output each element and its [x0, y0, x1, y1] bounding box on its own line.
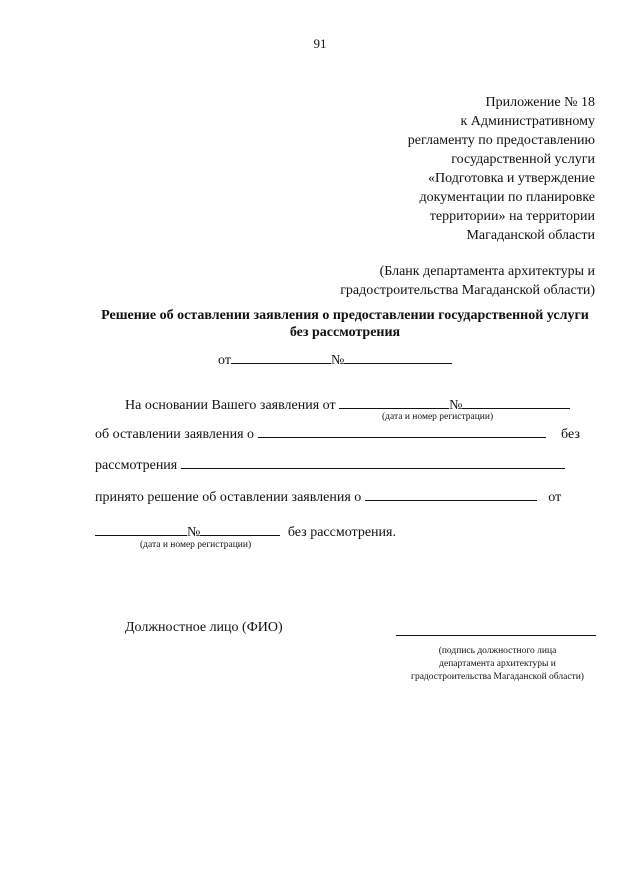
signature-caption-line2: департамента архитектуры и — [439, 659, 556, 669]
document-title-line2: без рассмотрения — [289, 325, 401, 340]
appendix-line: к Административному — [460, 114, 595, 129]
signature-caption — [395, 645, 600, 684]
document-title-line1: Решение об оставлении заявления о предоставлении государственной услуги — [101, 308, 589, 323]
application-date-field[interactable] — [339, 396, 449, 409]
decision-date-field[interactable] — [231, 351, 331, 364]
decision-from-label: от — [548, 490, 562, 505]
document-title — [90, 307, 600, 341]
decision-subject-field[interactable] — [365, 488, 537, 501]
page-number: 91 — [313, 36, 327, 51]
decision-row — [95, 488, 561, 506]
decision-date-row — [218, 351, 452, 369]
application-number-sign: № — [449, 398, 463, 413]
registration-number-field[interactable] — [200, 523, 280, 536]
registration-date-field[interactable] — [95, 523, 187, 536]
letterhead-note — [340, 262, 595, 300]
appendix-line: Магаданской области — [466, 228, 595, 243]
letterhead-note-line1: (Бланк департамента архитектуры и — [379, 264, 595, 279]
application-subject-field[interactable] — [258, 425, 546, 438]
date-from-label: от — [218, 353, 231, 368]
registration-number-sign: № — [187, 525, 201, 540]
official-label: Должностное лицо (ФИО) — [125, 620, 283, 635]
registration-hint-2: (дата и номер регистрации) — [140, 540, 252, 550]
application-basis-text: На основании Вашего заявления от — [125, 398, 336, 413]
consideration-row — [95, 456, 565, 474]
appendix-line: Приложение № 18 — [485, 95, 595, 110]
without-consideration-text: без рассмотрения. — [287, 525, 396, 540]
appendix-line: документации по планировке — [419, 190, 595, 205]
appendix-line: государственной услуги — [451, 152, 595, 167]
consideration-field[interactable] — [181, 456, 565, 469]
consideration-label: рассмотрения — [95, 458, 178, 473]
registration-hint: (дата и номер регистрации) — [382, 412, 494, 422]
application-date-row — [125, 396, 570, 414]
signature-caption-line3: градостроительства Магаданской области) — [411, 672, 584, 682]
signature-caption-line1: (подпись должностного лица — [438, 646, 557, 656]
appendix-header — [335, 93, 595, 245]
decision-number-field[interactable] — [344, 351, 452, 364]
decision-text: принято решение об оставлении заявления о — [95, 490, 362, 505]
letterhead-note-line2: градостроительства Магаданской области) — [340, 283, 595, 298]
signature-field[interactable] — [396, 635, 596, 636]
decision-number-sign: № — [330, 353, 345, 368]
application-subject-label: об оставлении заявления о — [95, 427, 255, 442]
appendix-line: регламенту по предоставлению — [407, 133, 595, 148]
application-number-field[interactable] — [462, 396, 570, 409]
application-subject-tail: без — [561, 427, 580, 442]
appendix-line: «Подготовка и утверждение — [428, 171, 595, 186]
appendix-line: территории» на территории — [429, 209, 595, 224]
registration-row — [95, 523, 396, 541]
application-subject-row — [95, 425, 580, 443]
